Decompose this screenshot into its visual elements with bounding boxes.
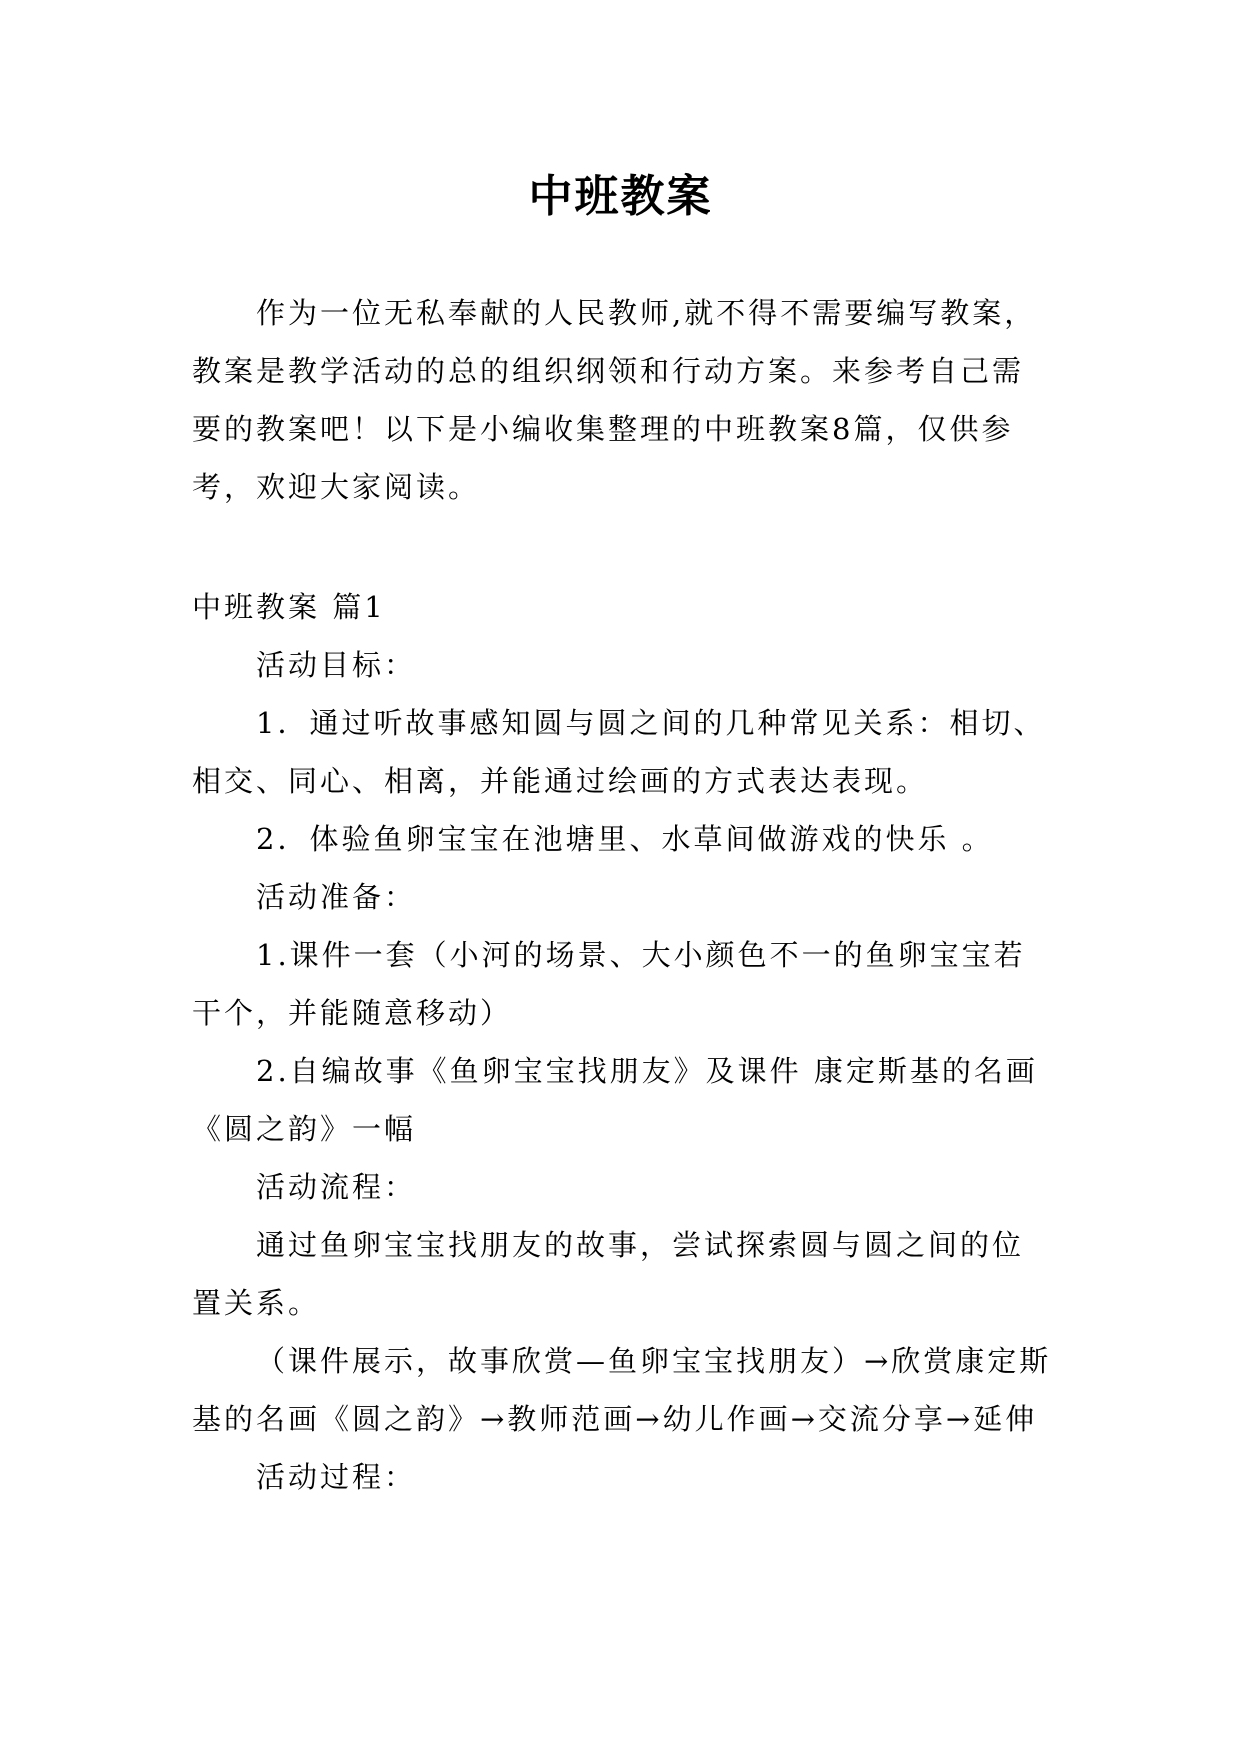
paragraph-goal-heading: 活动目标： [256, 648, 417, 682]
intro-paragraph: 作为一位无私奉献的人民教师,就不得不需要编写教案，教案是教学活动的总的组织纲领和行动方案。来参考自己需要的教案吧！以下是小编收集整理的中班教案8篇，仅供参考，欢迎大家阅读。 [192, 296, 1037, 504]
paragraph-flow-heading: 活动流程： [256, 1170, 417, 1204]
section-block [192, 578, 1052, 1506]
paragraph-prep-2: 2.自编故事《鱼卵宝宝找朋友》及课件 康定斯基的名画《圆之韵》一幅 [192, 1054, 1038, 1146]
paragraph-flow-2: （课件展示，故事欣赏—鱼卵宝宝找朋友）→欣赏康定斯基的名画《圆之韵》→教师范画→幼儿作画→交流分享→延伸 [192, 1344, 1052, 1436]
paragraph-prep-heading: 活动准备： [256, 880, 417, 914]
document-title: 中班教案 [528, 171, 713, 222]
section-heading: 中班教案 篇1 [192, 590, 386, 624]
paragraph-goal-2: 2．体验鱼卵宝宝在池塘里、水草间做游戏的快乐 。 [256, 822, 994, 856]
paragraph-goal-1: 1．通过听故事感知圆与圆之间的几种常见关系：相切、相交、同心、相离，并能通过绘画的方式表达表现。 [192, 706, 1046, 798]
intro-block [192, 284, 1052, 516]
paragraph-prep-1: 1.课件一套（小河的场景、大小颜色不一的鱼卵宝宝若干个，并能随意移动） [192, 938, 1026, 1030]
paragraph-flow-1: 通过鱼卵宝宝找朋友的故事，尝试探索圆与圆之间的位置关系。 [192, 1228, 1025, 1320]
paragraph-process-heading: 活动过程： [256, 1460, 417, 1494]
